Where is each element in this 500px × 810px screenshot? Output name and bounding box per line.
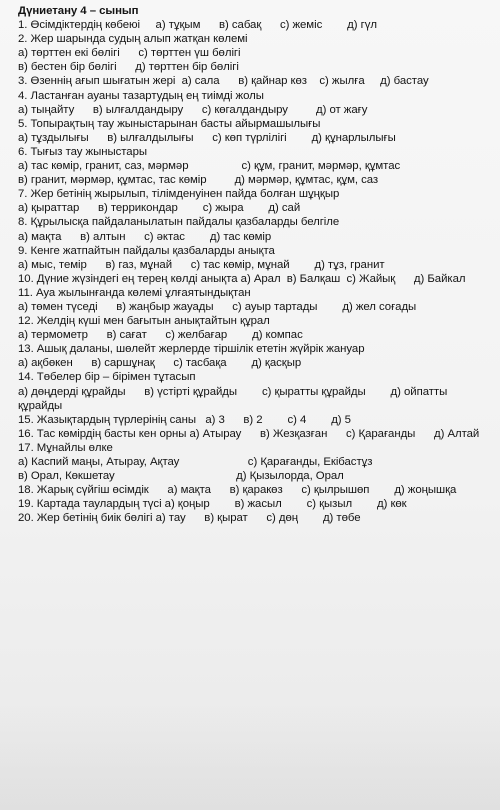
question-18: 18. Жарық сүйгіш өсімдік а) мақта в) қаракөз с) қылрышөп д) жоңышқа xyxy=(18,484,457,497)
question-16: 16. Тас көмірдің басты кен орны а) Атырау в) Жезқазған с) Қарағанды д) Алтай xyxy=(18,427,480,440)
question-19: 19. Картада таулардың түсі а) қоңыр в) жасыл с) қызыл д) көк xyxy=(18,498,407,511)
question-2: 2. Жер шарында судың алып жатқан көлемі xyxy=(18,33,248,46)
question-11-options: а) төмен түседі в) жаңбыр жауады с) ауыр тартады д) жел соғады xyxy=(18,300,417,313)
document-title: Дүниетану 4 – сынып xyxy=(18,5,139,17)
question-4: 4. Ластанған ауаны тазартудың ең тиімді жолы xyxy=(18,89,264,102)
question-13-options: а) ақбөкен в) саршұнақ с) тасбақа д) қасқыр xyxy=(18,357,302,370)
question-5-options: а) тұздылығы в) ылғалдылығы с) көп түрлілігі д) құнарлылығы xyxy=(18,131,396,144)
question-11: 11. Ауа жылынғанда көлемі ұлғаятындықтан xyxy=(18,286,251,299)
question-1: 1. Өсімдіктердің көбеюі а) тұқым в) сабақ с) жеміс д) гүл xyxy=(18,19,377,32)
question-14-options: а) дөңдерді құрайды в) үстірті құрайды с) қыратты құрайды д) ойпатты құрайды xyxy=(18,385,451,412)
question-17-options-a: а) Каспий маңы, Атырау, Ақтау с) Қарағанды, Екібастұз xyxy=(18,456,373,468)
question-12: 12. Желдің күші мен бағытын анықтайтын құрал xyxy=(18,315,270,328)
question-7-options: а) қыраттар в) террикондар с) жыра д) сай xyxy=(18,202,301,215)
question-14: 14. Төбелер бір – бірімен тұтасып xyxy=(18,371,196,384)
question-9-options: а) мыс, темір в) газ, мұнай с) тас көмір, мұнай д) тұз, гранит xyxy=(18,258,385,271)
question-17: 17. Мұнайлы өлке xyxy=(18,441,113,454)
question-6: 6. Тығыз тау жыныстары xyxy=(18,145,148,158)
question-17-options-b: в) Орал, Көкшетау д) Қызылорда, Орал xyxy=(18,470,344,483)
question-10: 10. Дүние жүзіндегі ең терең көлді анықта а) Арал в) Балқаш с) Жайық д) Байкал xyxy=(18,272,466,285)
question-8: 8. Құрылысқа пайдаланылатын пайдалы қазбаларды белгіле xyxy=(18,216,340,229)
question-8-options: а) мақта в) алтын с) әктас д) тас көмір xyxy=(18,230,272,243)
question-15: 15. Жазықтардың түрлерінің саны а) 3 в) 2 с) 4 д) 5 xyxy=(18,413,351,426)
question-12-options: а) термометр в) сағат с) желбағар д) компас xyxy=(18,329,303,342)
question-13: 13. Ашық даланы, шөлейт жерлерде тіршілік ететін жүйрік жануар xyxy=(18,343,365,356)
question-6-options-a: а) тас көмір, гранит, саз, мәрмәр с) құм, гранит, мәрмәр, құмтас xyxy=(18,160,401,173)
question-5: 5. Топырақтың тау жыныстарынан басты айырмашылығы xyxy=(18,117,321,130)
question-6-options-b: в) гранит, мәрмәр, құмтас, тас көмір д) мәрмәр, құмтас, құм, саз xyxy=(18,174,379,187)
question-9: 9. Кенге жатпайтын пайдалы қазбаларды анықта xyxy=(18,244,275,257)
document-body xyxy=(18,4,492,525)
question-2-options-b: в) бестен бір бөлігі д) төрттен бір бөлігі xyxy=(18,61,239,74)
question-7: 7. Жер бетінің жырылып, тілімденуінен пайда болған шұңқыр xyxy=(18,188,340,201)
question-4-options: а) тыңайту в) ылғалдандыру с) көгалдандыру д) от жағу xyxy=(18,103,368,116)
blank-page-area xyxy=(0,700,500,810)
question-3: 3. Өзеннің ағып шығатын жері а) сала в) қайнар көз с) жылға д) бастау xyxy=(18,75,429,88)
question-2-options-a: а) төрттен екі бөлігі с) төрттен үш бөлігі xyxy=(18,47,241,60)
question-20: 20. Жер бетінің биік бөлігі а) тау в) қырат с) дөң д) төбе xyxy=(18,512,361,525)
